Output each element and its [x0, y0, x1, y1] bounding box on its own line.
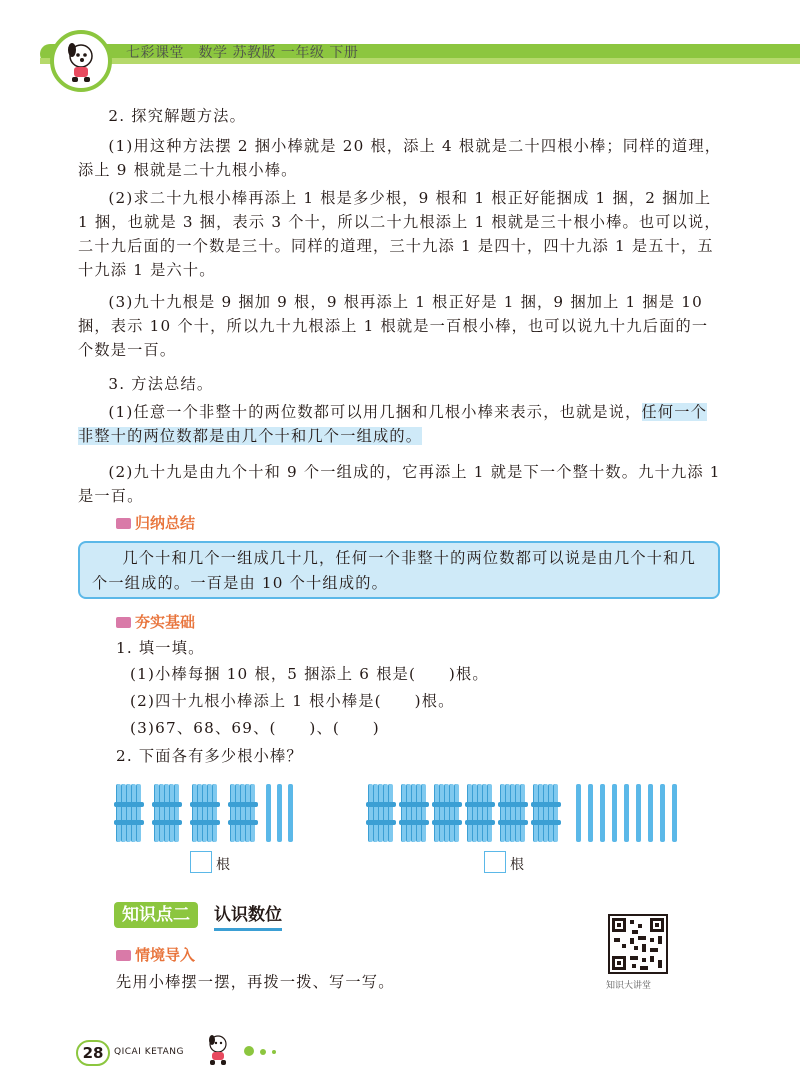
stick-bundle	[467, 784, 493, 842]
stick-bundle	[192, 784, 218, 842]
book-icon	[116, 518, 131, 529]
knowledge-point-title: 认识数位	[214, 902, 282, 931]
sticks-group-right	[368, 784, 688, 844]
practice-title-text: 夯实基础	[135, 613, 196, 631]
footer-dot-small	[272, 1050, 276, 1054]
unit-label-left: 根	[216, 857, 230, 873]
puppy-icon	[54, 34, 108, 88]
single-stick	[288, 784, 293, 842]
question-1-1: (1)小棒每捆 10 根，5 捆添上 6 根是( )根。	[130, 665, 489, 683]
footer-brand: QICAI KETANG	[114, 1047, 184, 1057]
question-1-3: (3)67、68、69、( )、( )	[130, 719, 380, 737]
step3-heading: 3. 方法总结。	[108, 375, 214, 393]
question-1-2: (2)四十九根小棒添上 1 根小棒是( )根。	[130, 692, 455, 710]
stick-bundle	[533, 784, 559, 842]
question-2: 2. 下面各有多少根小棒？	[116, 747, 303, 765]
answer-box-right[interactable]	[484, 851, 506, 873]
page-number: 28	[76, 1040, 110, 1066]
paragraph-4-plain: (1)任意一个非整十的两位数都可以用几捆和几根小棒来表示，也就是说，	[108, 403, 642, 421]
scenario-title-text: 情境导入	[135, 946, 196, 964]
header-title: 七彩课堂 数学 苏教版 一年级 下册	[126, 45, 359, 61]
practice-section-title	[116, 611, 195, 632]
single-stick	[576, 784, 581, 842]
single-stick	[588, 784, 593, 842]
single-stick	[624, 784, 629, 842]
summary-box	[78, 541, 720, 599]
stick-bundle	[500, 784, 526, 842]
knowledge-point-badge: 知识点二	[114, 902, 198, 928]
stick-bundle	[116, 784, 142, 842]
paragraph-4	[78, 400, 722, 448]
stick-bundle	[401, 784, 427, 842]
mascot-logo	[50, 30, 112, 92]
mascot-footer	[198, 1030, 238, 1070]
stick-bundle	[368, 784, 394, 842]
single-stick	[636, 784, 641, 842]
summary-text: 几个十和几个一组成几十几，任何一个非整十的两位数都可以说是由几个十和几个一组成的。一百是由 10 个十组成的。	[92, 549, 696, 592]
single-stick	[612, 784, 617, 842]
unit-label-right: 根	[510, 857, 524, 873]
step2-heading: 2. 探究解题方法。	[108, 107, 247, 125]
paragraph-2: (2)求二十九根小棒再添上 1 根是多少根，9 根和 1 根正好能捆成 1 捆，2 捆加上 1 捆，也就是 3 捆，表示 3 个十，所以二十九根添上 1 根就是三十根小棒。也可以说，二十九后面的一个数是三十。同样的道理，三十九添 1 是四十，四十九添 1 是五十，五十九添 1 是六十。	[78, 189, 721, 279]
stick-bundle	[434, 784, 460, 842]
paragraph-5: (2)九十九是由九个十和 9 个一组成的，它再添上 1 就是下一个整十数。九十九添 1 是一百。	[78, 463, 721, 505]
paragraph-4-highlight: 任何一个非整十的两位数都是由几个十和几个一组成的。	[78, 403, 708, 445]
footer-dot-medium	[260, 1049, 266, 1055]
book-icon	[116, 617, 131, 628]
book-icon	[116, 950, 131, 961]
stick-bundle	[154, 784, 180, 842]
qr-caption: 知识大讲堂	[606, 981, 652, 991]
puppy-icon	[198, 1030, 238, 1070]
single-stick	[672, 784, 677, 842]
scenario-text: 先用小棒摆一摆，再拨一拨、写一写。	[116, 973, 395, 991]
single-stick	[266, 784, 271, 842]
paragraph-1: (1)用这种方法摆 2 捆小棒就是 20 根，添上 4 根就是二十四根小棒；同样的道理，添上 9 根就是二十九根小棒。	[78, 137, 722, 179]
answer-box-left[interactable]	[190, 851, 212, 873]
scenario-section-title	[116, 944, 195, 965]
qr-icon	[610, 916, 666, 972]
qr-code[interactable]	[608, 914, 668, 974]
question-1: 1. 填一填。	[116, 639, 205, 657]
paragraph-3: (3)九十九根是 9 捆加 9 根，9 根再添上 1 根正好是 1 捆，9 捆加上 1 捆是 10 捆，表示 10 个十，所以九十九根添上 1 根就是一百根小棒，也可以说九十九后面的一个数是一百。	[78, 293, 709, 359]
stick-bundle	[230, 784, 256, 842]
footer-dot-large	[244, 1046, 254, 1056]
single-stick	[648, 784, 653, 842]
single-stick	[277, 784, 282, 842]
summary-title-text: 归纳总结	[135, 514, 196, 532]
summary-section-title	[116, 512, 195, 533]
single-stick	[600, 784, 605, 842]
single-stick	[660, 784, 665, 842]
sticks-group-left	[116, 784, 316, 844]
